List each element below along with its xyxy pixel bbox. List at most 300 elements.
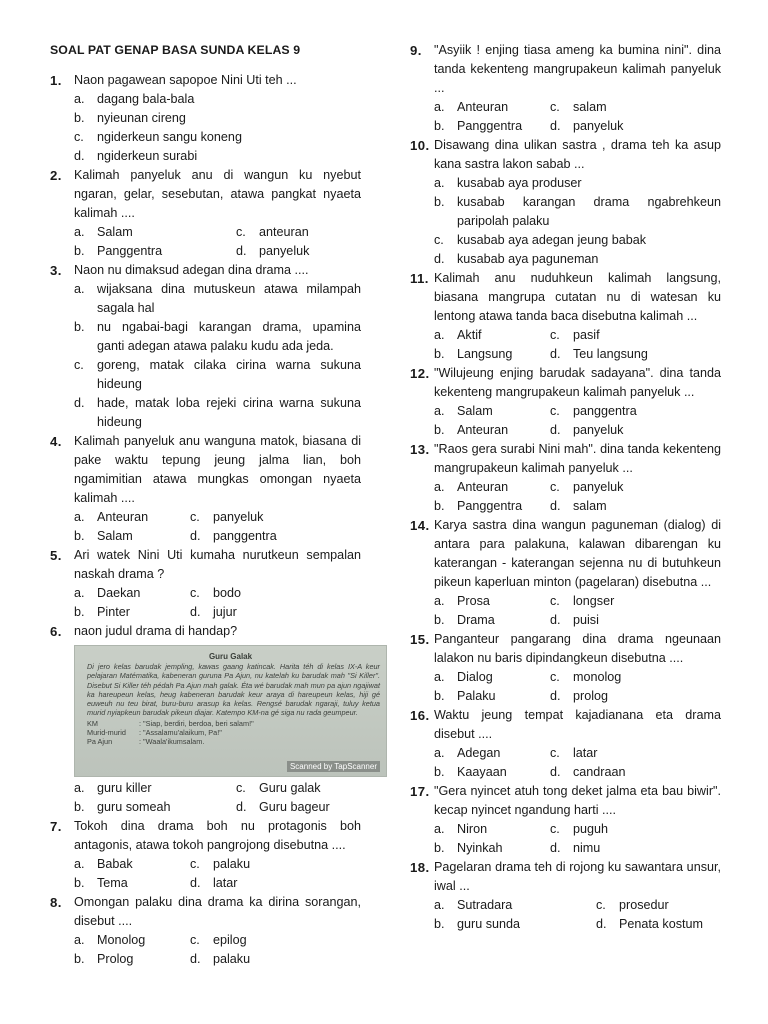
scanner-watermark: Scanned by TapScanner (287, 761, 380, 772)
option[interactable] (434, 668, 550, 687)
question-6 (50, 622, 361, 641)
option-row (434, 611, 721, 630)
option[interactable] (74, 874, 190, 893)
option-row (434, 117, 721, 136)
option[interactable] (550, 326, 600, 345)
question-text: Disawang dina ulikan sastra , drama teh ka asup kana sastra lakon sabab ... (434, 138, 721, 171)
option-letter: c. (74, 130, 84, 144)
question-text: Karya sastra dina wangun paguneman (dialog) di antara para palakuna, kalawan dibarengan ku katerangan - katerangan sejenna nu di butuhkeun pikeun kaperluan minton (pagelaran) disebutna ... (434, 518, 721, 589)
question-8 (50, 893, 361, 969)
option-text: Langsung (457, 347, 513, 361)
option-row (434, 896, 721, 915)
option-text: prosedur (619, 898, 669, 912)
question-12 (410, 364, 721, 440)
option-letter: b. (74, 244, 85, 258)
option-row (434, 478, 721, 497)
option[interactable] (434, 592, 550, 611)
question-15 (410, 630, 721, 706)
option-letter: a. (74, 933, 85, 947)
option-letter: d. (74, 396, 85, 410)
option-letter: b. (74, 320, 85, 334)
option-row (434, 592, 721, 611)
option-text: Kaayaan (457, 765, 507, 779)
option-row (74, 855, 361, 874)
option-text: nimu (573, 841, 601, 855)
question-text: "Raos gera surabi Nini mah". dina tanda kekenteng mangrupakeun kalimah panyeluk ... (434, 442, 721, 475)
option[interactable] (190, 950, 250, 969)
question-text: Kalimah panyeluk anu wanguna matok, biasana di pake waktu tepung jeung jalma lian, boh ngamimitian atawa mungkas omongan nyaeta kalimah .... (74, 434, 361, 505)
question-9 (410, 41, 721, 136)
option[interactable] (434, 345, 550, 364)
option-text: kusabab aya paguneman (457, 252, 599, 266)
question-17 (410, 782, 721, 858)
question-5 (50, 546, 361, 622)
option[interactable] (550, 820, 608, 839)
option-text: Sutradara (457, 898, 513, 912)
document-title: SOAL PAT GENAP BASA SUNDA KELAS 9 (50, 43, 301, 57)
question-text: "Asyiik ! enjing tiasa ameng ka bumina nini". dina tanda kekenteng mangrupakeun kalimah panyeluk ... (434, 43, 721, 95)
option-text: jujur (213, 605, 237, 619)
option[interactable] (74, 90, 361, 109)
option-text: nyieunan cireng (97, 111, 186, 125)
option-row (434, 421, 721, 440)
excerpt-title: Guru Galak (208, 652, 253, 661)
option-text: Monolog (97, 933, 146, 947)
option-text: Niron (457, 822, 488, 836)
option-letter: d. (236, 244, 247, 258)
option-text: Panggentra (457, 499, 523, 513)
option-letter: b. (434, 917, 445, 931)
option-letter: b. (434, 195, 445, 209)
option[interactable] (596, 915, 703, 934)
option-text: candraan (573, 765, 626, 779)
option-letter: c. (550, 670, 560, 684)
option[interactable] (434, 744, 550, 763)
option-text: hade, matak loba rejeki cirina warna sukuna hideung (97, 396, 361, 429)
option-letter: c. (550, 480, 560, 494)
option-text: Salam (457, 404, 493, 418)
option[interactable] (434, 820, 550, 839)
option-text: Babak (97, 857, 133, 871)
question-number: 4. (50, 434, 62, 449)
dialog-speaker: Murid-murid (87, 728, 126, 738)
option[interactable] (74, 318, 361, 356)
question-18 (410, 858, 721, 934)
option-letter: c. (74, 358, 84, 372)
question-2 (50, 166, 361, 261)
option-text: Guru galak (259, 781, 321, 795)
option-text: panyeluk (573, 423, 624, 437)
option-letter: c. (190, 510, 200, 524)
dialog-line (87, 737, 380, 746)
option-letter: a. (74, 510, 85, 524)
question-number: 3. (50, 263, 62, 278)
option-text: Prolog (97, 952, 134, 966)
option[interactable] (190, 603, 237, 622)
option[interactable] (74, 779, 236, 798)
question-13 (410, 440, 721, 516)
question-10 (410, 136, 721, 269)
option-text: Panggentra (97, 244, 163, 258)
option-letter: b. (434, 119, 445, 133)
question-number: 18. (410, 860, 430, 875)
option[interactable] (74, 223, 236, 242)
option[interactable] (434, 402, 550, 421)
option-letter: c. (550, 100, 560, 114)
option-letter: d. (190, 529, 201, 543)
option-text: guru killer (97, 781, 152, 795)
option-letter: a. (74, 781, 85, 795)
option[interactable] (74, 584, 190, 603)
question-11 (410, 269, 721, 364)
option-text: latar (573, 746, 598, 760)
option-letter: b. (74, 800, 85, 814)
option-row (434, 668, 721, 687)
option[interactable] (434, 174, 721, 193)
option-letter: c. (190, 933, 200, 947)
option-letter: a. (434, 746, 445, 760)
option-text: palaku (213, 857, 251, 871)
dialog-text: : "Siap, berdiri, berdoa, beri salam!" (139, 718, 254, 728)
option[interactable] (434, 421, 550, 440)
question-text: Ari watek Nini Uti kumaha nurutkeun sempalan naskah drama ? (74, 548, 361, 581)
option-row (434, 497, 721, 516)
option-text: Prosa (457, 594, 490, 608)
option[interactable] (74, 527, 190, 546)
option[interactable] (190, 527, 277, 546)
option[interactable] (550, 744, 598, 763)
option[interactable] (434, 611, 550, 630)
option[interactable] (550, 763, 626, 782)
option[interactable] (74, 931, 190, 950)
option-letter: b. (434, 841, 445, 855)
option[interactable] (434, 231, 721, 250)
option-text: anteuran (259, 225, 309, 239)
option[interactable] (550, 611, 599, 630)
question-number: 2. (50, 168, 62, 183)
option-text: Anteuran (457, 480, 509, 494)
option[interactable] (236, 223, 309, 242)
option[interactable] (550, 421, 623, 440)
option[interactable] (434, 497, 550, 516)
option-text: Teu langsung (573, 347, 648, 361)
option[interactable] (74, 508, 190, 527)
option-row (74, 527, 361, 546)
option-text: panggentra (573, 404, 637, 418)
option[interactable] (434, 98, 550, 117)
option-letter: a. (434, 328, 445, 342)
option-letter: a. (434, 822, 445, 836)
option[interactable] (190, 931, 247, 950)
option[interactable] (74, 603, 190, 622)
option-text: Anteuran (457, 100, 509, 114)
option-letter: d. (550, 689, 561, 703)
question-text: Panganteur pangarang dina drama ngeunaan lalakon nu baris dipindangkeun disebutna .... (434, 632, 721, 665)
option-letter: d. (190, 876, 201, 890)
option-text: kusabab aya produser (457, 176, 582, 190)
option-text: guru sunda (457, 917, 521, 931)
option-letter: d. (596, 917, 607, 931)
option-text: ngiderkeun surabi (97, 149, 198, 163)
option-letter: c. (550, 328, 560, 342)
question-16 (410, 706, 721, 782)
option-letter: d. (550, 499, 561, 513)
option-row (434, 687, 721, 706)
option-text: monolog (573, 670, 622, 684)
option-letter: d. (236, 800, 247, 814)
option-letter: b. (434, 499, 445, 513)
option-letter: b. (74, 529, 85, 543)
question-text: "Wilujeung enjing barudak sadayana". dina tanda kekenteng mangrupakeun kalimah panyeluk ... (434, 366, 721, 399)
option-letter: a. (434, 480, 445, 494)
option-row (434, 326, 721, 345)
option-row (434, 345, 721, 364)
option-letter: c. (550, 746, 560, 760)
option-letter: a. (434, 670, 445, 684)
option[interactable] (236, 798, 330, 817)
excerpt-body: Di jero kelas barudak jempling, kawas gaang katincak. Harita téh di kelas IX-A keur pelajaran Matématika, kabeneran guruna Pa Ajun, nu katelah ku barudak mah "Si Killer". Disebut Si Killer téh pédah Pa Ajun mah galak. Éta wé barudak mah mun pa ajun ngajiwat ka hareupeun kelas, heug kabeneran barudak keur araya di hareupeun kelas, hiji gé euweuh nu teu birat, buru-buru arasup ka kelas. Rengsé barudak ngaraji, tuluy ketua murid nyiapkeun barudak pikeun diajar. Katempo KM-na gé siga nu rada geumpeur. (87, 662, 380, 718)
option-letter: c. (550, 404, 560, 418)
option-letter: b. (434, 689, 445, 703)
option-letter: a. (434, 898, 445, 912)
question-text: Kalimah panyeluk anu di wangun ku nyebut ngaran, gelar, sesebutan, atawa pangkat nyaeta kalimah .... (74, 168, 361, 220)
option-text: salam (573, 499, 607, 513)
option-text: panyeluk (573, 480, 624, 494)
option-text: Pinter (97, 605, 130, 619)
dialog-text: : "Waala'ikumsalam. (139, 737, 205, 747)
option-letter: b. (74, 111, 85, 125)
option-letter: d. (550, 423, 561, 437)
option-text: Palaku (457, 689, 496, 703)
option[interactable] (74, 109, 361, 128)
option[interactable] (434, 763, 550, 782)
option[interactable] (434, 117, 550, 136)
option-row (74, 242, 361, 261)
option[interactable] (550, 117, 623, 136)
option-text: Penata kostum (619, 917, 704, 931)
option-text: pasif (573, 328, 600, 342)
option[interactable] (550, 497, 607, 516)
option[interactable] (550, 687, 608, 706)
option-row (74, 798, 361, 817)
option-row (434, 820, 721, 839)
option-text: Aktif (457, 328, 482, 342)
option-text: Panggentra (457, 119, 523, 133)
question-number: 9. (410, 43, 422, 58)
question-number: 12. (410, 366, 430, 381)
dialog-speaker: Pa Ajun (87, 737, 113, 747)
option-text: guru someah (97, 800, 171, 814)
question-text: Waktu jeung tempat kajadianana eta drama disebut .... (434, 708, 721, 741)
option[interactable] (236, 779, 321, 798)
option-letter: a. (434, 176, 445, 190)
option-letter: b. (74, 876, 85, 890)
excerpt-dialog (75, 718, 386, 747)
option-letter: a. (74, 92, 85, 106)
option-letter: c. (190, 857, 200, 871)
option[interactable] (434, 478, 550, 497)
option-text: goreng, matak cilaka cirina warna sukuna hideung (97, 358, 361, 391)
option-letter: c. (550, 594, 560, 608)
option[interactable] (550, 402, 637, 421)
option[interactable] (550, 345, 648, 364)
option-text: puguh (573, 822, 609, 836)
question-text: Naon pagawean sapopoe Nini Uti teh ... (74, 73, 297, 87)
question-text: Pagelaran drama teh di rojong ku sawantara unsur, iwal ... (434, 860, 721, 893)
option-text: panyeluk (259, 244, 310, 258)
option[interactable] (434, 326, 550, 345)
option[interactable] (74, 855, 190, 874)
dialog-speaker: KM (87, 718, 98, 728)
option-text: panggentra (213, 529, 277, 543)
question-number: 6. (50, 624, 62, 639)
option-letter: d. (550, 841, 561, 855)
option[interactable] (434, 915, 596, 934)
dialog-text: : "Assalamu'alaikum, Pa!" (139, 728, 222, 738)
option[interactable] (190, 584, 241, 603)
option[interactable] (596, 896, 669, 915)
option[interactable] (74, 950, 190, 969)
option-letter: a. (74, 586, 85, 600)
option-letter: b. (434, 765, 445, 779)
option[interactable] (434, 250, 721, 269)
question-number: 1. (50, 73, 62, 88)
option-text: palaku (213, 952, 251, 966)
option-text: longser (573, 594, 615, 608)
question-number: 13. (410, 442, 430, 457)
question-number: 17. (410, 784, 430, 799)
option-letter: c. (434, 233, 444, 247)
option-row (434, 839, 721, 858)
option-text: kusabab karangan drama ngabrehkeun paripolah palaku (457, 195, 721, 228)
option-text: epilog (213, 933, 247, 947)
option-letter: b. (434, 423, 445, 437)
option[interactable] (74, 242, 236, 261)
option-row (434, 402, 721, 421)
option[interactable] (434, 839, 550, 858)
option-text: Salam (97, 225, 133, 239)
option[interactable] (236, 242, 309, 261)
question-6-options (50, 779, 361, 817)
option-row (434, 915, 721, 934)
option[interactable] (550, 592, 614, 611)
question-number: 14. (410, 518, 430, 533)
option[interactable] (434, 193, 721, 231)
option[interactable] (74, 394, 361, 432)
option-letter: c. (236, 781, 246, 795)
option-row (74, 223, 361, 242)
option[interactable] (550, 478, 623, 497)
option-letter: c. (550, 822, 560, 836)
option-text: Anteuran (457, 423, 509, 437)
option-letter: a. (74, 282, 85, 296)
option-row (74, 931, 361, 950)
option-text: salam (573, 100, 607, 114)
right-column (410, 0, 721, 934)
option-letter: b. (434, 347, 445, 361)
option-letter: d. (550, 347, 561, 361)
option-letter: d. (550, 613, 561, 627)
option-row (74, 779, 361, 798)
question-number: 16. (410, 708, 430, 723)
question-number: 8. (50, 895, 62, 910)
option[interactable] (550, 668, 621, 687)
drama-excerpt-image (74, 645, 387, 777)
question-3 (50, 261, 361, 432)
option-text: Drama (457, 613, 495, 627)
left-column (50, 0, 380, 969)
option-text: bodo (213, 586, 242, 600)
question-text: Omongan palaku dina drama ka dirina sorangan, disebut .... (74, 895, 361, 928)
option-text: Salam (97, 529, 133, 543)
option-letter: b. (74, 605, 85, 619)
option[interactable] (190, 874, 238, 893)
option[interactable] (190, 508, 263, 527)
option-row (434, 98, 721, 117)
option[interactable] (550, 98, 607, 117)
option[interactable] (74, 356, 361, 394)
option[interactable] (74, 128, 361, 147)
option-text: panyeluk (573, 119, 624, 133)
option[interactable] (74, 147, 361, 166)
option-letter: d. (74, 149, 85, 163)
option-row (74, 508, 361, 527)
option-text: Daekan (97, 586, 141, 600)
option-letter: a. (434, 100, 445, 114)
question-text: naon judul drama di handap? (74, 624, 238, 638)
dialog-line (87, 719, 380, 728)
question-7 (50, 817, 361, 893)
question-number: 10. (410, 138, 430, 153)
option-row (74, 584, 361, 603)
option-letter: d. (550, 119, 561, 133)
option-letter: a. (74, 225, 85, 239)
option-text: prolog (573, 689, 609, 703)
option[interactable] (434, 896, 596, 915)
option-text: wijaksana dina mutuskeun atawa milampah sagala hal (97, 282, 361, 315)
question-text: Naon nu dimaksud adegan dina drama .... (74, 263, 309, 277)
question-4 (50, 432, 361, 546)
question-number: 7. (50, 819, 62, 834)
option-text: puisi (573, 613, 599, 627)
option[interactable] (190, 855, 250, 874)
option-text: panyeluk (213, 510, 264, 524)
option-letter: d. (550, 765, 561, 779)
question-number: 11. (410, 271, 429, 286)
option-letter: d. (434, 252, 445, 266)
option-letter: d. (190, 952, 201, 966)
option-letter: c. (596, 898, 606, 912)
option-text: Adegan (457, 746, 501, 760)
dialog-line (87, 728, 380, 737)
option-text: Nyinkah (457, 841, 503, 855)
option[interactable] (74, 798, 236, 817)
option[interactable] (74, 280, 361, 318)
question-text: Kalimah anu nuduhkeun kalimah langsung, biasana mangrupa cutatan nu di watesan ku lentong atawa tanda baca disebutna kalimah ... (434, 271, 721, 323)
question-14 (410, 516, 721, 630)
option-letter: b. (74, 952, 85, 966)
option[interactable] (434, 687, 550, 706)
question-text: "Gera nyincet atuh tong deket jalma eta bau biwir". kecap nyincet ngandung harti .... (434, 784, 721, 817)
option-text: Dialog (457, 670, 493, 684)
option-text: latar (213, 876, 238, 890)
option[interactable] (550, 839, 600, 858)
option-letter: b. (434, 613, 445, 627)
option-letter: d. (190, 605, 201, 619)
question-1 (50, 71, 361, 166)
option-row (74, 603, 361, 622)
option-text: Guru bageur (259, 800, 330, 814)
